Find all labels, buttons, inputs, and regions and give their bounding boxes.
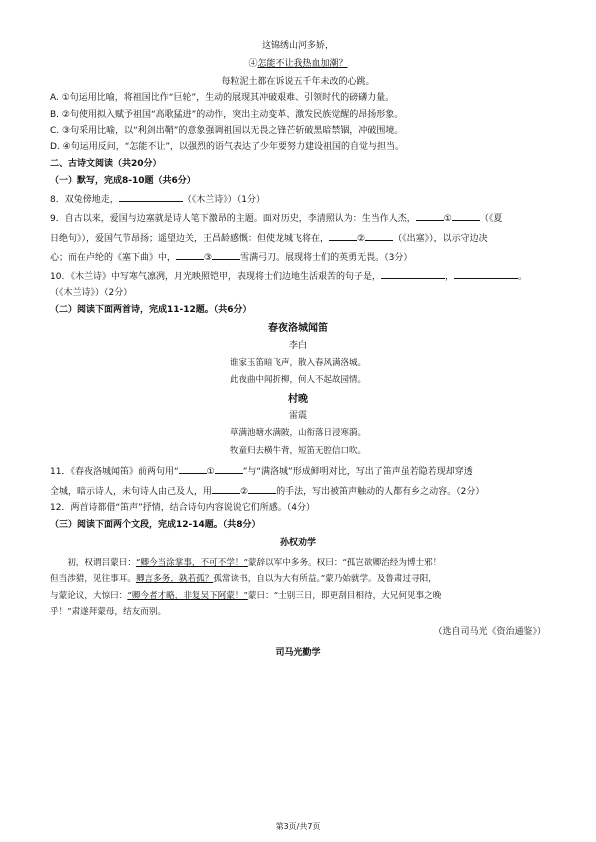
option-b: B. ②句使用拟入赋予祖国“高歌猛进”的动作，突出主动变革、激发民族觉醒的昂扬形象。 — [50, 109, 404, 120]
q9-text: （《夏 — [479, 214, 503, 225]
q8-text: 8．双兔傍地走， — [50, 195, 119, 206]
text-run: 初，权谓吕蒙曰： — [67, 558, 136, 569]
q9-text: 日绝句》），爱国气节昂扬；遥望边关，王昌龄感慨：但使龙城飞将在， — [50, 233, 330, 244]
answer-blank-2b[interactable] — [248, 483, 276, 494]
poem-author: 雷震 — [288, 411, 307, 422]
answer-blank-1[interactable] — [179, 463, 207, 474]
poem-1 — [50, 322, 546, 387]
q11-text: 全城，暗示诗人，未句诗人由己及人，用 — [50, 486, 213, 497]
question-12: 12．两首诗都借“笛声”抒情，结合诗句内容说说它们所感。（4分） — [50, 502, 316, 513]
text-run: 孤常读书，自以为大有所益。”蒙乃始就学。及鲁肃过寻阳， — [213, 574, 437, 585]
answer-blank[interactable] — [119, 191, 183, 202]
question-11-line-1 — [50, 463, 546, 478]
text-run: 但当涉猎，见往事耳。 — [50, 574, 136, 585]
poem-ending — [50, 40, 546, 88]
text-1-line — [50, 588, 546, 604]
q11-text: 11．《春夜洛城闻笛》前两句用“ — [50, 467, 179, 478]
blank-number-2: ② — [357, 233, 366, 244]
answer-blank-1b[interactable] — [452, 210, 480, 221]
section-heading-2: 二、古诗文阅读（共20分） — [50, 158, 162, 169]
question-8 — [50, 191, 546, 206]
answer-blank-2[interactable] — [212, 483, 240, 494]
q9-text: 雪满弓刀。展现将士们的英勇无畏。（3分） — [240, 252, 413, 263]
q10-text: 10．《木兰诗》中写寒气凛冽，月光映照铠甲，表现将士们边地生活艰苦的句子是， — [50, 271, 381, 282]
answer-blank-2b[interactable] — [365, 230, 393, 241]
answer-blank[interactable] — [454, 268, 518, 279]
answer-blank-1[interactable] — [416, 210, 444, 221]
answer-blank-2[interactable] — [329, 230, 357, 241]
exam-page — [50, 40, 546, 659]
underlined-sentence: “卿今当涂掌事，不可不学！” — [135, 558, 248, 569]
poem-author: 李白 — [288, 340, 307, 351]
subsection-heading-1: （一）默写，完成8-10题（共6分） — [50, 176, 196, 187]
question-10-source: （《木兰诗》）（2分） — [50, 287, 133, 298]
page-footer: 第3页/共7页 — [275, 822, 321, 831]
answer-blank-1b[interactable] — [215, 463, 243, 474]
text-1-line: 乎！”肃遂拜蒙母，结友而别。 — [50, 607, 167, 618]
subsection-heading-2: （二）阅读下面两首诗，完成11-12题。（共6分） — [50, 305, 252, 316]
poem-line: 此夜曲中闻折柳，何人不起故园情。 — [229, 375, 366, 386]
q10-separator: ， — [444, 271, 454, 282]
text-1-line — [50, 555, 546, 571]
question-9-line-2 — [50, 230, 546, 245]
poem-title: 村晚 — [288, 393, 308, 405]
text-1-source: （选自司马光《资治通鉴》） — [433, 627, 546, 638]
poem-line: 谁家玉笛暗飞声，散入春风满洛城。 — [229, 357, 366, 368]
poem-2 — [50, 393, 546, 458]
text-run: 蒙曰：“士别三日，即更刮目相待，大兄何见事之晚 — [247, 590, 442, 601]
blank-number-1: ① — [206, 467, 215, 478]
subsection-heading-3: （三）阅读下面两个文段，完成12-14题。（共8分） — [50, 519, 261, 530]
text-2-title: 司马光勤学 — [275, 647, 321, 658]
text-run: 与蒙论议，大惊曰： — [50, 590, 128, 601]
q11-text: ”与“满洛城”形成鲜明对比，写出了笛声虽若隐若现却穿透 — [242, 467, 473, 478]
option-d: D. ④句运用反问，“怎能不让”，以强烈的语气表达了少年要努力建设祖国的自觉与担当。 — [50, 141, 405, 152]
blank-number-2: ② — [240, 486, 249, 497]
q10-end: 。 — [517, 271, 527, 282]
poem-line-4 — [50, 58, 546, 70]
marker-4: ④ — [248, 59, 258, 70]
text-1-body — [50, 555, 546, 620]
underlined-sentence: “卿今者才略，非复吴下阿蒙！” — [127, 590, 248, 601]
q9-text: （《出塞》），以示守边决 — [393, 233, 488, 244]
text-run: 蒙辞以军中多务。权曰：“孤岂欲卿治经为博士邪！ — [247, 558, 442, 569]
blank-number-3: ③ — [204, 252, 213, 263]
poem-title: 春夜洛城闻笛 — [268, 323, 328, 335]
q9-text: 心；而在卢纶的《塞下曲》中， — [50, 252, 177, 263]
blank-number-1: ① — [443, 214, 452, 225]
q8-source: （《木兰诗》）（1分） — [182, 195, 265, 206]
question-9-line-1 — [50, 210, 546, 225]
underlined-sentence-4: 怎能不让我热血加潮？ — [257, 59, 348, 70]
poem-line: 这锦绣山河多娇， — [261, 41, 334, 51]
question-9-line-3 — [50, 249, 546, 264]
text-1-title: 孙权劝学 — [279, 537, 316, 548]
poem-line: 每粒泥土都在诉说五千年未改的心跳。 — [221, 77, 375, 88]
text-1-line — [50, 571, 546, 587]
q9-text: 9．自古以来，爱国与边塞就是诗人笔下激昂的主题。面对历史，李清照认为：生当作人杰， — [50, 214, 416, 225]
question-11-line-2 — [50, 483, 546, 498]
option-a: A. ①句运用比喻，将祖国比作“巨轮”，生动的展现其冲破艰难、引领时代的磅礴力量。 — [50, 93, 395, 104]
underlined-sentence: 卿言多务，孰若孤？ — [135, 574, 214, 585]
question-10 — [50, 268, 546, 283]
poem-line: 草满池塘水满陂，山衔落日浸寒漪。 — [229, 428, 366, 439]
poem-line: 牧童归去横牛背，短笛无腔信口吹。 — [229, 445, 366, 456]
answer-blank-3b[interactable] — [212, 249, 240, 260]
option-c: C. ③句采用比喻，以“利剑出鞘”的意象强调祖国以无畏之锋芒斩破黑暗禁锢，冲破围境。 — [50, 125, 404, 136]
answer-blank[interactable] — [381, 268, 445, 279]
q11-text: 的手法，写出被笛声触动的人都有乡之动容。（2分） — [276, 486, 485, 497]
answer-blank-3[interactable] — [176, 249, 204, 260]
